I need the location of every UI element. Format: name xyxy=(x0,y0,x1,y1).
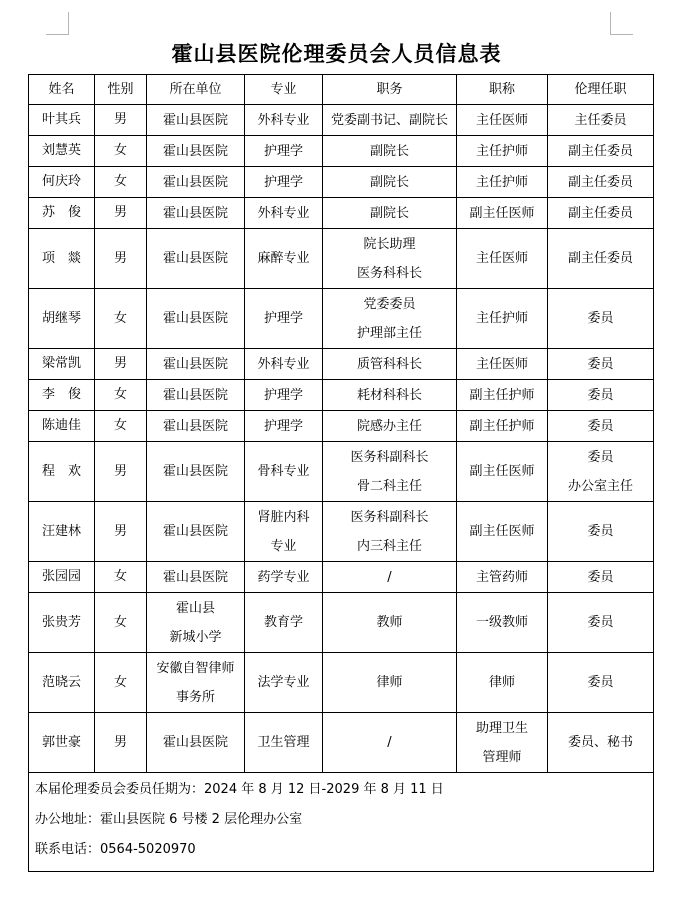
cell-unit-line: 霍山县医院 xyxy=(162,112,228,128)
cell-duty xyxy=(323,380,457,411)
cell-unit xyxy=(147,349,245,380)
table-row xyxy=(29,105,654,136)
cell-ethics-role xyxy=(548,105,654,136)
phone-text: 联系电话：0564-5020970 xyxy=(35,842,196,857)
cell-ethics-role xyxy=(548,229,654,289)
cell-ethics-role-line: 委员 xyxy=(587,311,614,326)
cell-major xyxy=(245,442,323,502)
cell-unit xyxy=(147,167,245,198)
cell-major xyxy=(245,105,323,136)
cell-name: 陈迪佳 xyxy=(29,411,95,442)
cell-name: 郭世豪 xyxy=(29,713,95,773)
cell-name: 张贵芳 xyxy=(29,593,95,653)
cell-name: 程 欢 xyxy=(29,442,95,502)
cell-title-line: 副主任护师 xyxy=(469,418,535,434)
cell-name: 胡继琴 xyxy=(29,289,95,349)
cell-ethics-role xyxy=(548,411,654,442)
cell-title xyxy=(457,593,548,653)
cell-duty xyxy=(323,167,457,198)
address-text: 办公地址：霍山县医院 6 号楼 2 层伦理办公室 xyxy=(35,812,303,827)
table-row xyxy=(29,229,654,289)
cell-ethics-role-line: 办公室主任 xyxy=(567,478,633,494)
cell-title-line: 主任医师 xyxy=(475,251,528,266)
cell-unit xyxy=(147,411,245,442)
table-row xyxy=(29,198,654,229)
cell-ethics-role xyxy=(548,136,654,167)
cell-duty xyxy=(323,502,457,562)
header-title: 职称 xyxy=(457,75,548,105)
cell-title xyxy=(457,380,548,411)
cell-unit-line: 霍山县医院 xyxy=(162,205,228,221)
cell-name: 苏 俊 xyxy=(29,198,95,229)
cell-title-line: 主任医师 xyxy=(475,356,528,372)
cell-title-line: 管理师 xyxy=(482,749,522,765)
cell-unit xyxy=(147,105,245,136)
cell-title xyxy=(457,136,548,167)
cell-major-line: 卫生管理 xyxy=(257,735,310,750)
cell-ethics-role-line: 副主任委员 xyxy=(567,205,633,221)
table-row xyxy=(29,411,654,442)
cell-major-line: 外科专业 xyxy=(257,356,310,372)
cell-unit xyxy=(147,593,245,653)
cell-major xyxy=(245,713,323,773)
cell-title-line: 主管药师 xyxy=(475,569,528,585)
cell-duty xyxy=(323,229,457,289)
cell-major-line: 麻醉专业 xyxy=(257,251,310,266)
cell-title xyxy=(457,502,548,562)
cell-major xyxy=(245,411,323,442)
cell-name: 李 俊 xyxy=(29,380,95,411)
cell-ethics-role xyxy=(548,442,654,502)
cell-major xyxy=(245,562,323,593)
table-row xyxy=(29,442,654,502)
cell-duty-line: 医务科科长 xyxy=(356,265,422,281)
cell-ethics-role xyxy=(548,653,654,713)
cell-name: 何庆玲 xyxy=(29,167,95,198)
cell-unit-line: 霍山县医院 xyxy=(162,387,228,403)
cell-duty xyxy=(323,593,457,653)
cell-gender: 女 xyxy=(95,653,147,713)
cell-gender: 男 xyxy=(95,502,147,562)
table-row xyxy=(29,502,654,562)
cell-duty xyxy=(323,349,457,380)
table-row xyxy=(29,289,654,349)
cell-ethics-role-line: 委员 xyxy=(587,387,614,403)
page-corner-mark-right xyxy=(610,12,633,35)
cell-major-line: 护理学 xyxy=(263,143,303,159)
cell-unit-line: 霍山县医院 xyxy=(162,356,228,372)
cell-unit-line: 霍山县医院 xyxy=(162,524,228,539)
cell-major xyxy=(245,653,323,713)
header-gender: 性别 xyxy=(95,75,147,105)
header-ethics-role: 伦理任职 xyxy=(548,75,654,105)
cell-name: 项 燚 xyxy=(29,229,95,289)
table-row xyxy=(29,653,654,713)
cell-unit xyxy=(147,502,245,562)
header-duty: 职务 xyxy=(323,75,457,105)
cell-name: 汪建林 xyxy=(29,502,95,562)
cell-major-line: 药学专业 xyxy=(257,569,310,585)
cell-unit xyxy=(147,229,245,289)
cell-ethics-role xyxy=(548,562,654,593)
cell-unit xyxy=(147,653,245,713)
cell-ethics-role-line: 委员 xyxy=(587,615,614,630)
cell-major-line: 外科专业 xyxy=(257,205,310,221)
cell-name: 范晓云 xyxy=(29,653,95,713)
cell-title-line: 一级教师 xyxy=(475,615,528,630)
table-row xyxy=(29,713,654,773)
cell-title-line: 副主任医师 xyxy=(469,205,535,221)
table-header-row xyxy=(29,75,654,105)
table-row xyxy=(29,349,654,380)
footer-info-cell xyxy=(29,773,654,872)
cell-duty xyxy=(323,289,457,349)
cell-name: 张园园 xyxy=(29,562,95,593)
cell-ethics-role-line: 委员 xyxy=(587,524,614,539)
cell-ethics-role xyxy=(548,713,654,773)
cell-ethics-role xyxy=(548,380,654,411)
cell-gender: 男 xyxy=(95,349,147,380)
cell-unit xyxy=(147,198,245,229)
cell-unit-line: 新城小学 xyxy=(169,629,222,645)
cell-gender: 女 xyxy=(95,593,147,653)
cell-major-line: 骨科专业 xyxy=(257,464,310,479)
cell-duty-line: 骨二科主任 xyxy=(356,478,422,494)
cell-major-line: 护理学 xyxy=(263,418,303,434)
cell-unit-line: 霍山县医院 xyxy=(162,251,228,266)
cell-ethics-role xyxy=(548,349,654,380)
cell-title-line: 主任护师 xyxy=(475,143,528,159)
cell-duty-line: / xyxy=(387,735,392,750)
cell-gender: 男 xyxy=(95,713,147,773)
footer-row xyxy=(29,773,654,872)
cell-major-line: 专业 xyxy=(270,538,297,554)
header-major: 专业 xyxy=(245,75,323,105)
cell-duty-line: 医务科副科长 xyxy=(350,509,429,525)
cell-duty-line: 护理部主任 xyxy=(356,325,422,341)
cell-gender: 女 xyxy=(95,289,147,349)
cell-duty-line: 党委副书记、副院长 xyxy=(330,112,448,128)
cell-title xyxy=(457,411,548,442)
table-row xyxy=(29,380,654,411)
cell-unit xyxy=(147,289,245,349)
cell-ethics-role xyxy=(548,593,654,653)
cell-title xyxy=(457,198,548,229)
cell-unit-line: 霍山县医院 xyxy=(162,464,228,479)
cell-name: 梁常凯 xyxy=(29,349,95,380)
cell-gender: 男 xyxy=(95,105,147,136)
cell-ethics-role xyxy=(548,198,654,229)
committee-roster-table xyxy=(28,74,654,872)
cell-major xyxy=(245,229,323,289)
cell-unit xyxy=(147,380,245,411)
page-corner-mark-left xyxy=(46,12,69,35)
cell-major-line: 护理学 xyxy=(263,311,303,326)
cell-ethics-role-line: 副主任委员 xyxy=(567,251,633,266)
cell-unit xyxy=(147,562,245,593)
cell-major xyxy=(245,198,323,229)
cell-major-line: 护理学 xyxy=(263,387,303,403)
cell-unit xyxy=(147,713,245,773)
cell-major-line: 法学专业 xyxy=(257,675,310,690)
cell-title xyxy=(457,167,548,198)
cell-major-line: 外科专业 xyxy=(257,112,310,128)
table-row xyxy=(29,167,654,198)
document-title: 霍山县医院伦理委员会人员信息表 xyxy=(171,42,502,66)
cell-title-line: 主任护师 xyxy=(475,311,528,326)
cell-duty-line: / xyxy=(387,569,392,585)
cell-duty xyxy=(323,562,457,593)
cell-title xyxy=(457,289,548,349)
cell-duty xyxy=(323,198,457,229)
cell-ethics-role-line: 副主任委员 xyxy=(567,174,633,190)
cell-title xyxy=(457,713,548,773)
cell-duty-line: 党委委员 xyxy=(363,296,416,312)
cell-major xyxy=(245,593,323,653)
cell-ethics-role-line: 委员 xyxy=(587,449,614,465)
cell-ethics-role xyxy=(548,289,654,349)
cell-ethics-role-line: 委员 xyxy=(587,675,614,690)
cell-gender: 男 xyxy=(95,229,147,289)
cell-duty-line: 副院长 xyxy=(369,205,409,221)
cell-major-line: 护理学 xyxy=(263,174,303,190)
cell-title-line: 主任医师 xyxy=(475,112,528,128)
cell-duty-line: 耗材科科长 xyxy=(356,387,422,403)
cell-duty-line: 副院长 xyxy=(369,143,409,159)
header-unit: 所在单位 xyxy=(147,75,245,105)
cell-gender: 男 xyxy=(95,198,147,229)
cell-title xyxy=(457,229,548,289)
cell-title-line: 助理卫生 xyxy=(475,720,528,736)
cell-major xyxy=(245,380,323,411)
cell-unit xyxy=(147,442,245,502)
cell-title xyxy=(457,562,548,593)
cell-duty-line: 副院长 xyxy=(369,174,409,190)
cell-major xyxy=(245,502,323,562)
cell-major-line: 肾脏内科 xyxy=(257,509,310,525)
cell-duty xyxy=(323,411,457,442)
cell-duty xyxy=(323,653,457,713)
cell-gender: 男 xyxy=(95,442,147,502)
cell-unit-line: 霍山县医院 xyxy=(162,569,228,585)
cell-duty-line: 院长助理 xyxy=(363,236,416,252)
cell-ethics-role-line: 委员、秘书 xyxy=(567,735,633,750)
cell-title-line: 副主任护师 xyxy=(469,387,535,403)
cell-duty xyxy=(323,442,457,502)
cell-title-line: 副主任医师 xyxy=(469,524,535,539)
cell-unit-line: 霍山县医院 xyxy=(162,174,228,190)
cell-name: 叶其兵 xyxy=(29,105,95,136)
cell-gender: 女 xyxy=(95,136,147,167)
cell-unit-line: 事务所 xyxy=(175,689,215,705)
table-row xyxy=(29,593,654,653)
cell-title xyxy=(457,105,548,136)
cell-title xyxy=(457,349,548,380)
cell-duty-line: 教师 xyxy=(376,615,403,630)
cell-unit-line: 霍山县医院 xyxy=(162,418,228,434)
cell-major xyxy=(245,136,323,167)
cell-ethics-role-line: 主任委员 xyxy=(574,112,627,128)
cell-ethics-role-line: 副主任委员 xyxy=(567,143,633,159)
cell-gender: 女 xyxy=(95,562,147,593)
cell-unit-line: 安徽自智律师 xyxy=(156,660,235,676)
cell-title-line: 副主任医师 xyxy=(469,464,535,479)
cell-unit-line: 霍山县医院 xyxy=(162,311,228,326)
cell-unit-line: 霍山县 xyxy=(175,600,215,616)
cell-title xyxy=(457,442,548,502)
cell-duty-line: 院感办主任 xyxy=(356,418,422,434)
cell-ethics-role-line: 委员 xyxy=(587,569,614,585)
cell-duty xyxy=(323,713,457,773)
cell-duty-line: 医务科副科长 xyxy=(350,449,429,465)
term-text: 本届伦理委员会委员任期为：2024 年 8 月 12 日-2029 年 8 月 11 日 xyxy=(35,782,444,797)
cell-major-line: 教育学 xyxy=(263,615,303,630)
cell-major xyxy=(245,349,323,380)
cell-gender: 女 xyxy=(95,380,147,411)
cell-gender: 女 xyxy=(95,411,147,442)
cell-duty xyxy=(323,136,457,167)
table-row xyxy=(29,136,654,167)
cell-ethics-role-line: 委员 xyxy=(587,356,614,372)
cell-title-line: 主任护师 xyxy=(475,174,528,190)
cell-unit-line: 霍山县医院 xyxy=(162,735,228,750)
cell-major xyxy=(245,289,323,349)
cell-major xyxy=(245,167,323,198)
header-name: 姓名 xyxy=(29,75,95,105)
cell-duty-line: 质管科科长 xyxy=(356,356,422,372)
table-row xyxy=(29,562,654,593)
cell-gender: 女 xyxy=(95,167,147,198)
table-body xyxy=(29,105,654,773)
cell-unit xyxy=(147,136,245,167)
cell-name: 刘慧英 xyxy=(29,136,95,167)
cell-ethics-role-line: 委员 xyxy=(587,418,614,434)
cell-duty-line: 律师 xyxy=(376,675,403,690)
cell-duty-line: 内三科主任 xyxy=(356,538,422,554)
cell-unit-line: 霍山县医院 xyxy=(162,143,228,159)
cell-duty xyxy=(323,105,457,136)
cell-ethics-role xyxy=(548,502,654,562)
cell-title xyxy=(457,653,548,713)
cell-ethics-role xyxy=(548,167,654,198)
cell-title-line: 律师 xyxy=(488,675,515,690)
